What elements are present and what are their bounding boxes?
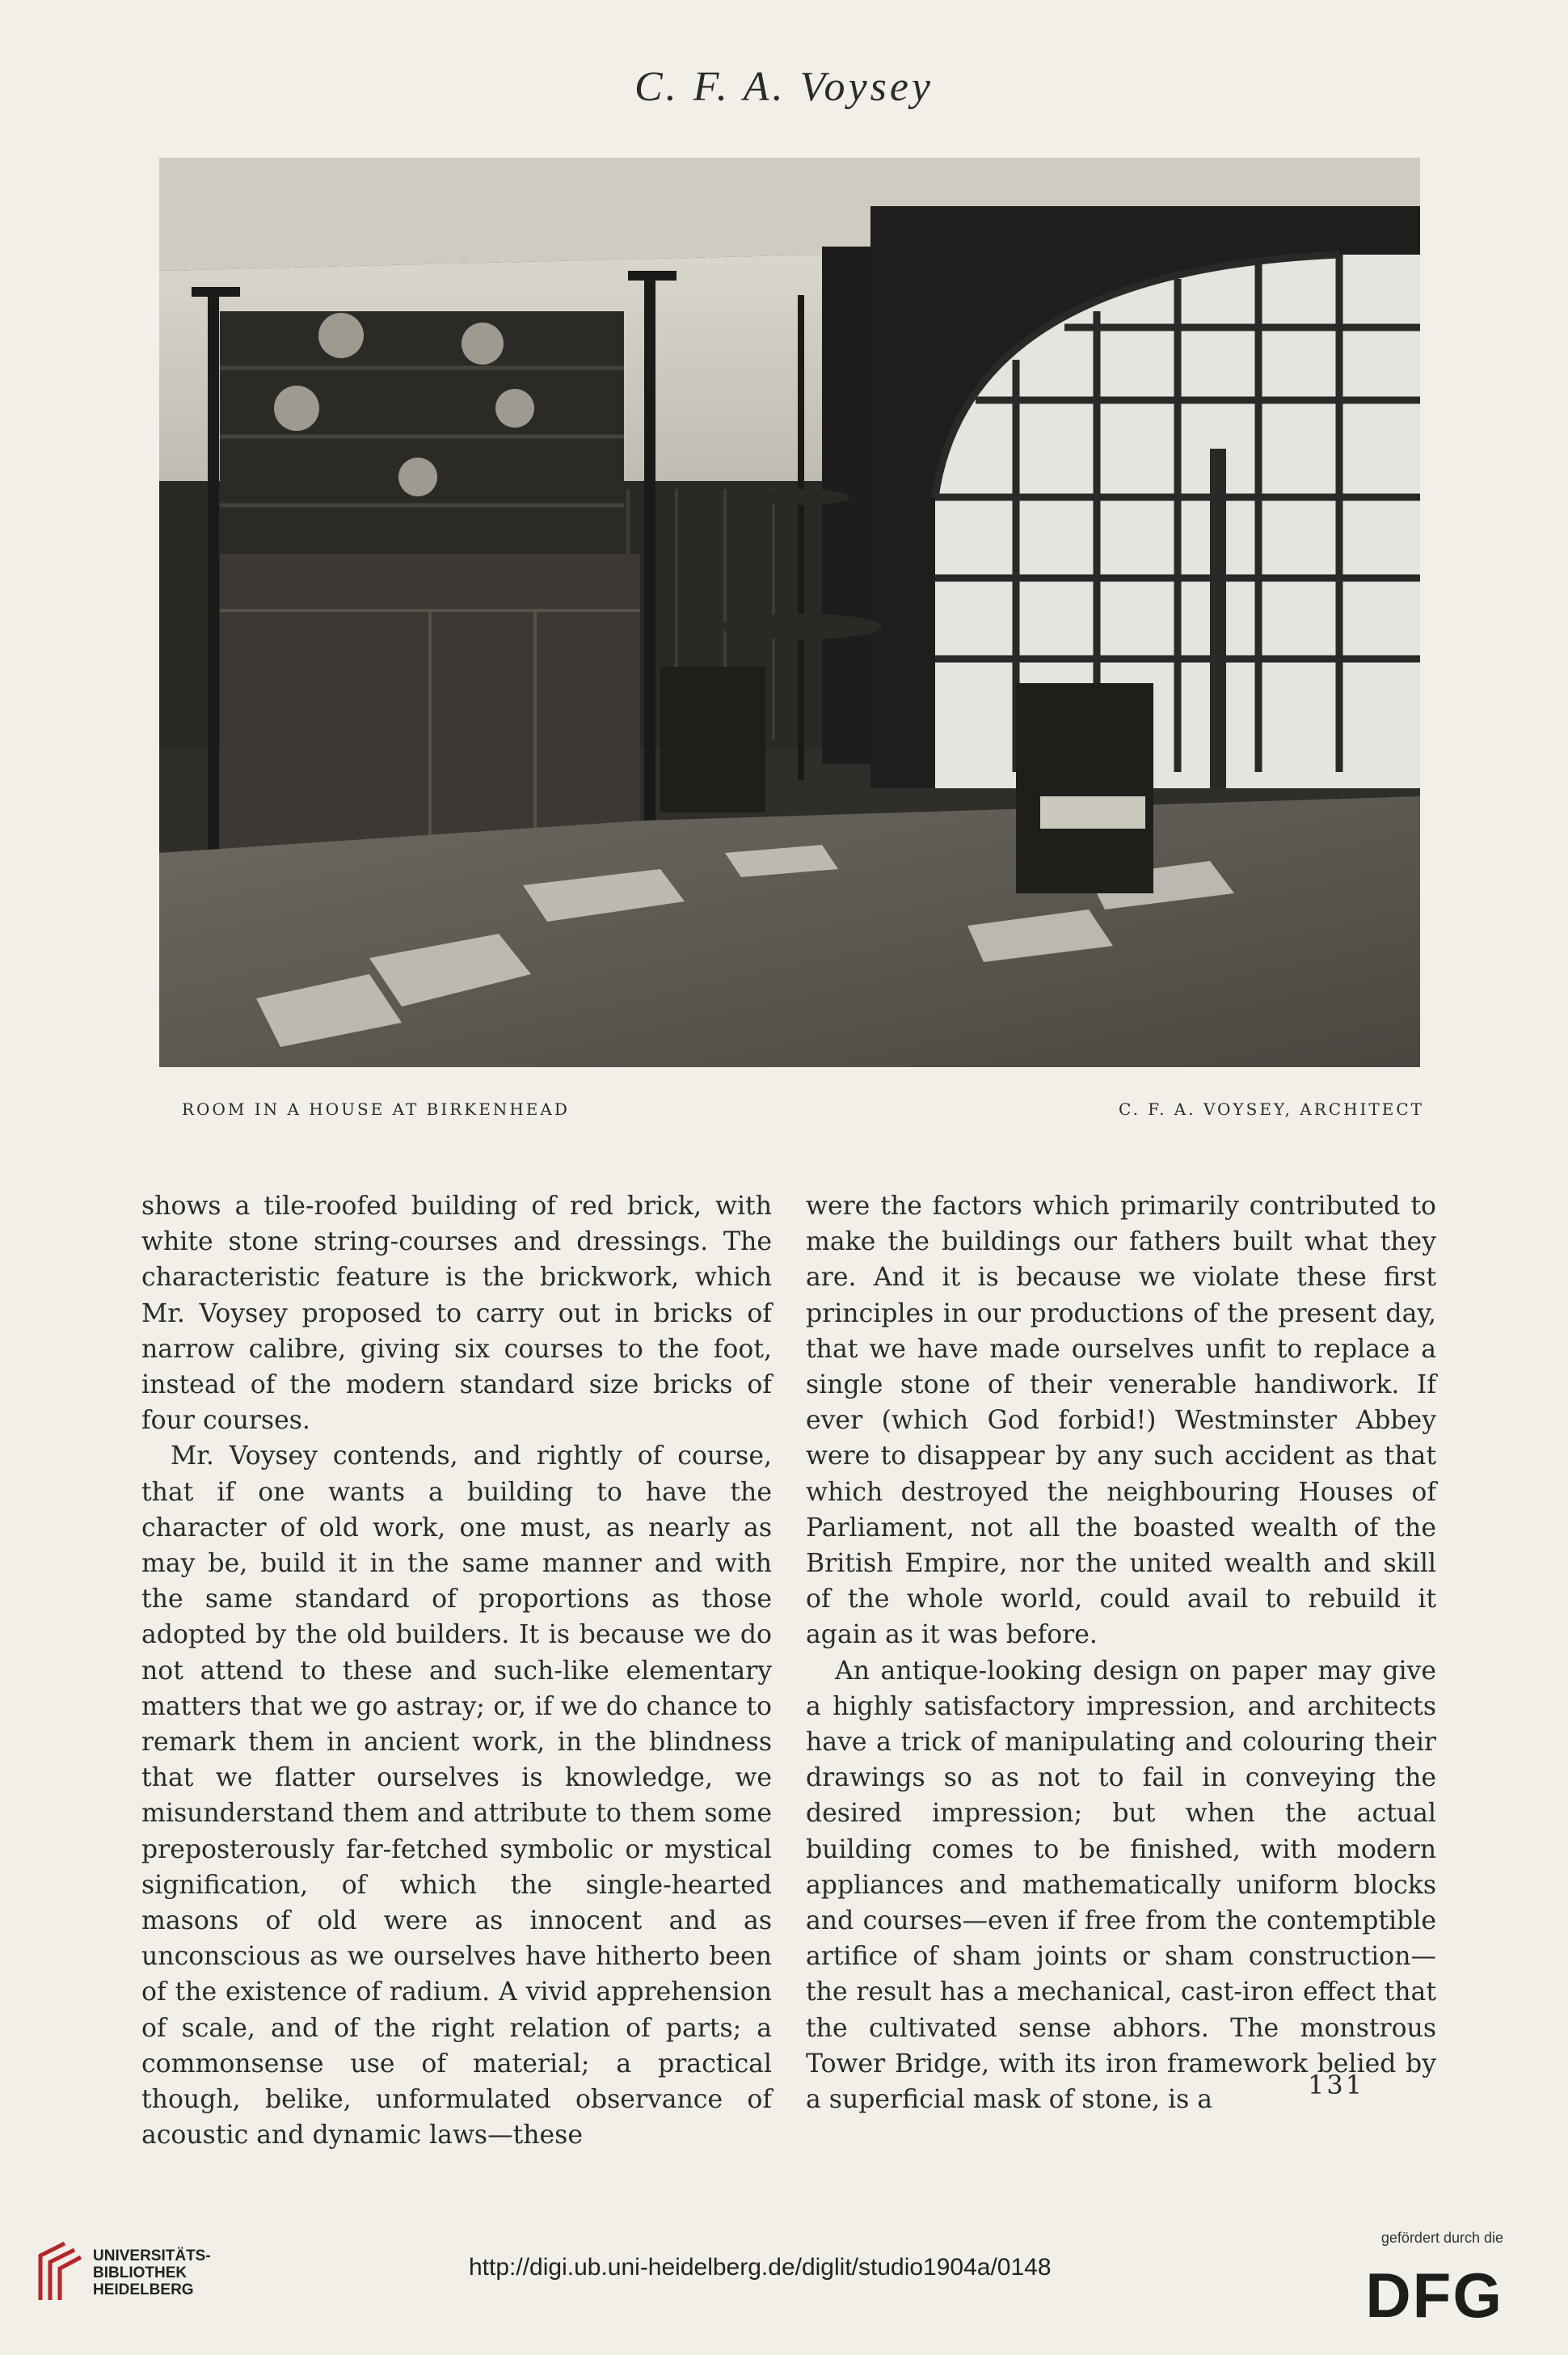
text-column-left bbox=[141, 1188, 772, 2153]
room-photograph bbox=[159, 158, 1420, 1067]
funding-note: gefördert durch die bbox=[1380, 2230, 1503, 2246]
paragraph: Mr. Voysey contends, and rightly of course, that if one wants a building to have the character of old work, one must, as nearly as may be, build it in the same manner and with the same standard of proportions as those adopted by the old builders. It is because we do not attend to these and such-like elementary matters that we go astray; or, if we do chance to remark them in ancient work, in the blindness that we flatter ourselves is knowledge, we misunderstand them and attribute to them some preposterously far-fetched symbolic or mystical signification, of which the single-hearted masons of old were as innocent and as unconscious as we ourselves have hitherto been of the existence of radium. A vivid apprehension of scale, and of the right relation of parts; a commonsense use of material; a practical though, belike, unformulated observance of acoustic and dynamic laws—these bbox=[141, 1441, 772, 2150]
plate-caption-credit: C. F. A. VOYSEY, ARCHITECT bbox=[1119, 1099, 1424, 1119]
library-name-line: UNIVERSITÄTS- bbox=[93, 2247, 211, 2264]
paragraph: An antique-looking design on paper may give a highly satisfactory impression, and architects have a trick of manipulating and colouring their drawings so as not to fail in conveying the desired impression; but when the actual building comes to be finished, with modern appliances and mathematically uniform blocks and courses—even if free from the contemptible artifice of sham joints or sham construction—the result has a mechanical, cast-iron effect that the cultivated sense abhors. The monstrous Tower Bridge, with its iron framework belied by a superficial mask of stone, is a bbox=[806, 1656, 1436, 2115]
library-name-line: BIBLIOTHEK bbox=[93, 2264, 188, 2281]
text-column-right bbox=[806, 1188, 1436, 2117]
dfg-logo: DFG bbox=[1365, 2260, 1503, 2331]
page-number: 131 bbox=[1308, 2070, 1365, 2100]
library-name-line: HEIDELBERG bbox=[93, 2281, 194, 2298]
paragraph: shows a tile-roofed building of red brick, with white stone string-courses and dressings. The characteristic feature is the brickwork, which Mr. Voysey proposed to carry out in bricks of narrow calibre, giving six courses to the foot, instead of the modern standard size bricks of four courses. bbox=[141, 1192, 772, 1436]
digitization-footer bbox=[0, 2215, 1568, 2355]
library-logo-icon bbox=[32, 2239, 84, 2307]
paragraph: were the factors which primarily contributed to make the buildings our fathers built what they are. And it is because we violate these first principles in our productions of the present day, that we have made ourselves unfit to replace a single stone of their venerable handiwork. If ever (which God forbid!) Westminster Abbey were to disappear by any such accident as that which destroyed the neighbouring Houses of Parliament, not all the boasted wealth of the British Empire, nor the united wealth and skill of the whole world, could avail to rebuild it again as it was before. bbox=[806, 1192, 1436, 1650]
plate-caption-title: ROOM IN A HOUSE AT BIRKENHEAD bbox=[182, 1099, 570, 1119]
source-url-link[interactable]: http://digi.ub.uni-heidelberg.de/diglit/studio1904a/0148 bbox=[469, 2254, 1052, 2281]
running-title: C. F. A. Voysey bbox=[634, 64, 934, 110]
library-name bbox=[93, 2247, 211, 2298]
